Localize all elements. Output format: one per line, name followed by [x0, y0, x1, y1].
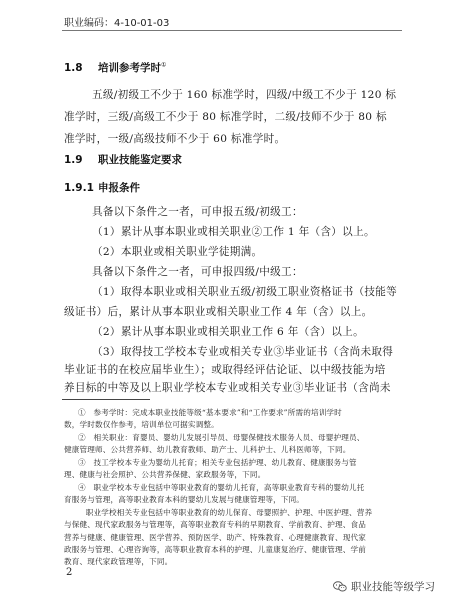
footnote-line: ③ 技工学校本专业为婴幼儿托育；相关专业包括护理、幼儿教育、健康服务与管	[78, 458, 357, 467]
section-title: 申报条件	[98, 182, 140, 194]
paragraph-line: 准学时，一级/高级技师不少于 60 标准学时。	[64, 133, 286, 145]
paragraph-line: （1）取得本职业或相关职业五级/初级工职业资格证书（技能等	[92, 286, 398, 298]
footnote-line: 职业学校相关专业包括中等职业教育的幼儿保育、母婴照护、护理、中医护理、营养	[78, 508, 373, 517]
footnote-line: 育服务与管理，高等职业教育本科的婴幼儿发展与健康管理等，下同。	[64, 495, 305, 504]
section-title: 职业技能鉴定要求	[98, 154, 182, 166]
footnote-line: 教育、现代家政管理等，下同。	[64, 557, 173, 566]
footnote-marker: ①	[161, 61, 167, 69]
section-number: 1.9	[64, 154, 83, 166]
footnote-line: 健康管理师、公共营养师、幼儿教育教师、助产士、儿科护士、儿科医师等，下同。	[64, 445, 351, 454]
footnote-line: ④ 职业学校本专业包括中等职业教育的婴幼儿托育，高等职业教育专科的婴幼儿托	[78, 483, 365, 492]
header-job-code: 职业编码：4-10-01-03	[64, 18, 170, 29]
paragraph-line: 毕业证书的在校应届毕业生）；或取得经评估论证、以中级技能为培	[64, 364, 386, 376]
watermark	[333, 579, 435, 594]
footnote-line: 政服务与管理、心理咨询等，高等职业教育本科的护理、儿童康复治疗、健康管理、学前	[64, 545, 367, 554]
paragraph-line: 准学时，三级/高级工不少于 80 标准学时，二级/技师不少于 80 标	[64, 111, 387, 123]
section-1-9-heading	[64, 152, 182, 167]
section-1-9-1-heading	[64, 180, 140, 195]
page-number: 2	[66, 567, 73, 578]
footnote-line: 数，学时数仅作参考，培训单位可据实调整。	[64, 420, 219, 429]
footnote-line: ② 相关职业：育婴员、婴幼儿发展引导员、母婴保健技术服务人员、母婴护理员、	[78, 433, 365, 442]
header-divider	[62, 30, 402, 31]
paragraph-line: 五级/初级工不少于 160 标准学时，四级/中级工不少于 120 标	[92, 89, 397, 101]
paragraph-line: （2）累计从事本职业或相关职业工作 6 年（含）以上。	[92, 326, 364, 338]
paragraph-line: （3）取得技工学校本专业或相关专业③毕业证书（含尚未取得	[92, 346, 394, 358]
section-title: 培训参考学时	[98, 62, 161, 74]
paragraph-line: 具备以下条件之一者，可申报五级/初级工：	[92, 206, 303, 218]
watermark-text: 职业技能等级学习	[351, 581, 435, 593]
footnote-line: 与保健、现代家政服务与管理等，高等职业教育专科的早期教育、学前教育、护理、食品	[64, 520, 367, 529]
footnote-line: 营养与健康、健康管理、医学营养、预防医学、助产、特殊教育、心理健康教育、现代家	[64, 533, 367, 542]
footnote-line: ① 参考学时：完成本职业技能等级“基本要求”和“工作要求”所需的培训学时	[78, 408, 342, 417]
section-number: 1.8	[64, 62, 83, 74]
section-number: 1.9.1	[64, 182, 94, 194]
paragraph-line: 养目标的中等及以上职业学校本专业或相关专业③毕业证书（含尚未	[64, 382, 391, 394]
paragraph-line: 具备以下条件之一者，可申报四级/中级工：	[92, 266, 303, 278]
section-1-8-heading	[64, 60, 166, 75]
paragraph-line: （2）本职业或相关职业学徒期满。	[92, 246, 263, 258]
footnote-line: 理、健康与社会照护、公共营养保健、家政服务等，下同。	[64, 470, 266, 479]
paragraph-line: （1）累计从事本职业或相关职业②工作 1 年（含）以上。	[92, 226, 375, 238]
paragraph-line: 级证书）后，累计从事本职业或相关职业工作 4 年（含）以上。	[64, 306, 373, 318]
footnote-divider	[62, 399, 150, 400]
wechat-icon	[333, 581, 347, 592]
